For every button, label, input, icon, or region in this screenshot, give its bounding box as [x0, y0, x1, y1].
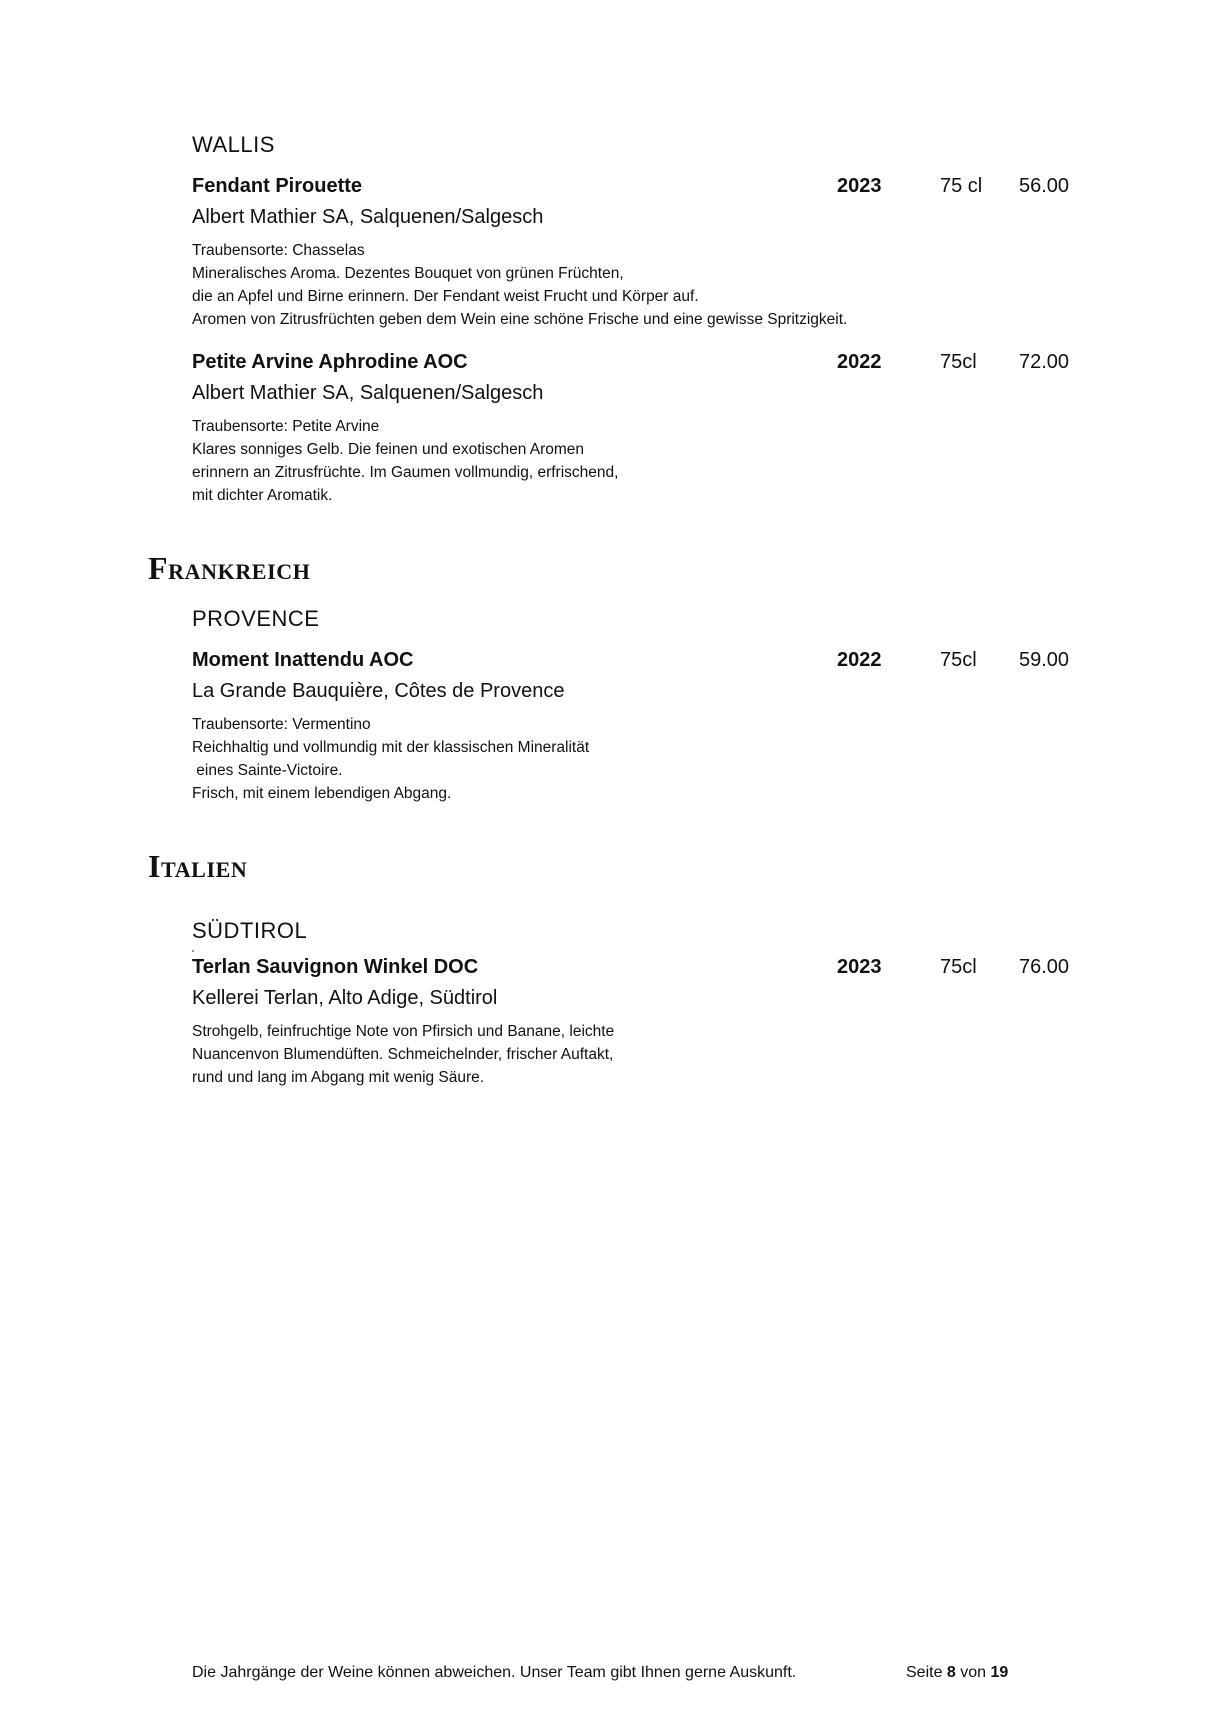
country-heading-italien: Italien — [148, 848, 248, 884]
wine-description-line: Klares sonniges Gelb. Die feinen und exotischen Aromen — [192, 441, 585, 458]
stray-mark — [192, 950, 194, 952]
wine-description-line: Traubensorte: Vermentino — [192, 716, 371, 733]
wine-description — [192, 239, 1072, 331]
region-heading-provence: PROVENCE — [192, 606, 320, 631]
footer-note: Die Jahrgänge der Weine können abweichen. Unser Team gibt Ihnen gerne Auskunft. — [192, 1664, 797, 1681]
wine-price: 72.00 — [1019, 351, 1070, 373]
wine-producer: Kellerei Terlan, Alto Adige, Südtirol — [192, 987, 498, 1009]
wine-entry — [192, 956, 1072, 1089]
wine-header — [192, 175, 1072, 203]
wine-entry — [192, 351, 1072, 507]
wine-description-line: Nuancenvon Blumendüften. Schmeichelnder, frischer Auftakt, — [192, 1046, 614, 1063]
wine-entry — [192, 649, 1072, 805]
wine-producer: La Grande Bauquière, Côtes de Provence — [192, 680, 565, 702]
wine-name: Terlan Sauvignon Winkel DOC — [192, 956, 479, 978]
wine-description-line: mit dichter Aromatik. — [192, 487, 333, 504]
page-number — [906, 1664, 1008, 1682]
wine-description-line: die an Apfel und Birne erinnern. Der Fendant weist Frucht und Körper auf. — [192, 288, 699, 305]
wine-size: 75 cl — [940, 175, 983, 197]
wine-size: 75cl — [940, 956, 977, 978]
wine-description-line: erinnern an Zitrusfrüchte. Im Gaumen vollmundig, erfrischend, — [192, 464, 619, 481]
wine-header — [192, 956, 1072, 984]
wine-description-line: Traubensorte: Petite Arvine — [192, 418, 380, 435]
wine-description-line: Reichhaltig und vollmundig mit der klassischen Mineralität — [192, 739, 590, 756]
wine-header — [192, 649, 1072, 677]
wine-year: 2023 — [837, 175, 882, 197]
wine-entry — [192, 175, 1072, 331]
wine-producer: Albert Mathier SA, Salquenen/Salgesch — [192, 382, 544, 404]
wine-description-line: Mineralisches Aroma. Dezentes Bouquet von grünen Früchten, — [192, 265, 624, 282]
wine-price: 56.00 — [1019, 175, 1070, 197]
wine-price: 76.00 — [1019, 956, 1070, 978]
wine-price: 59.00 — [1019, 649, 1070, 671]
wine-description-line: Traubensorte: Chasselas — [192, 242, 365, 259]
country-heading-frankreich: Frankreich — [148, 550, 311, 586]
wine-description-line: Frisch, mit einem lebendigen Abgang. — [192, 785, 452, 802]
wine-description-line: rund und lang im Abgang mit wenig Säure. — [192, 1069, 485, 1086]
page-current: 8 — [946, 1664, 956, 1681]
wine-description-line: Strohgelb, feinfruchtige Note von Pfirsich und Banane, leichte — [192, 1023, 615, 1040]
page-total: 19 — [990, 1664, 1009, 1681]
wine-description — [192, 415, 1072, 507]
wine-header — [192, 351, 1072, 379]
wine-size: 75cl — [940, 351, 977, 373]
wine-name: Petite Arvine Aphrodine AOC — [192, 351, 468, 373]
wine-name: Moment Inattendu AOC — [192, 649, 414, 671]
wine-name: Fendant Pirouette — [192, 175, 363, 197]
page-middle: von — [955, 1664, 991, 1681]
region-heading-wallis: WALLIS — [192, 132, 275, 157]
wine-year: 2022 — [837, 351, 882, 373]
wine-producer: Albert Mathier SA, Salquenen/Salgesch — [192, 206, 544, 228]
region-heading-suedtirol: SÜDTIROL — [192, 918, 308, 943]
wine-year: 2022 — [837, 649, 882, 671]
page-prefix: Seite — [906, 1664, 947, 1681]
wine-description — [192, 713, 1072, 805]
wine-description — [192, 1020, 1072, 1089]
wine-year: 2023 — [837, 956, 882, 978]
wine-description-line: eines Sainte-Victoire. — [192, 762, 343, 779]
wine-size: 75cl — [940, 649, 977, 671]
wine-description-line: Aromen von Zitrusfrüchten geben dem Wein eine schöne Frische und eine gewisse Spritzigkeit. — [192, 311, 848, 328]
